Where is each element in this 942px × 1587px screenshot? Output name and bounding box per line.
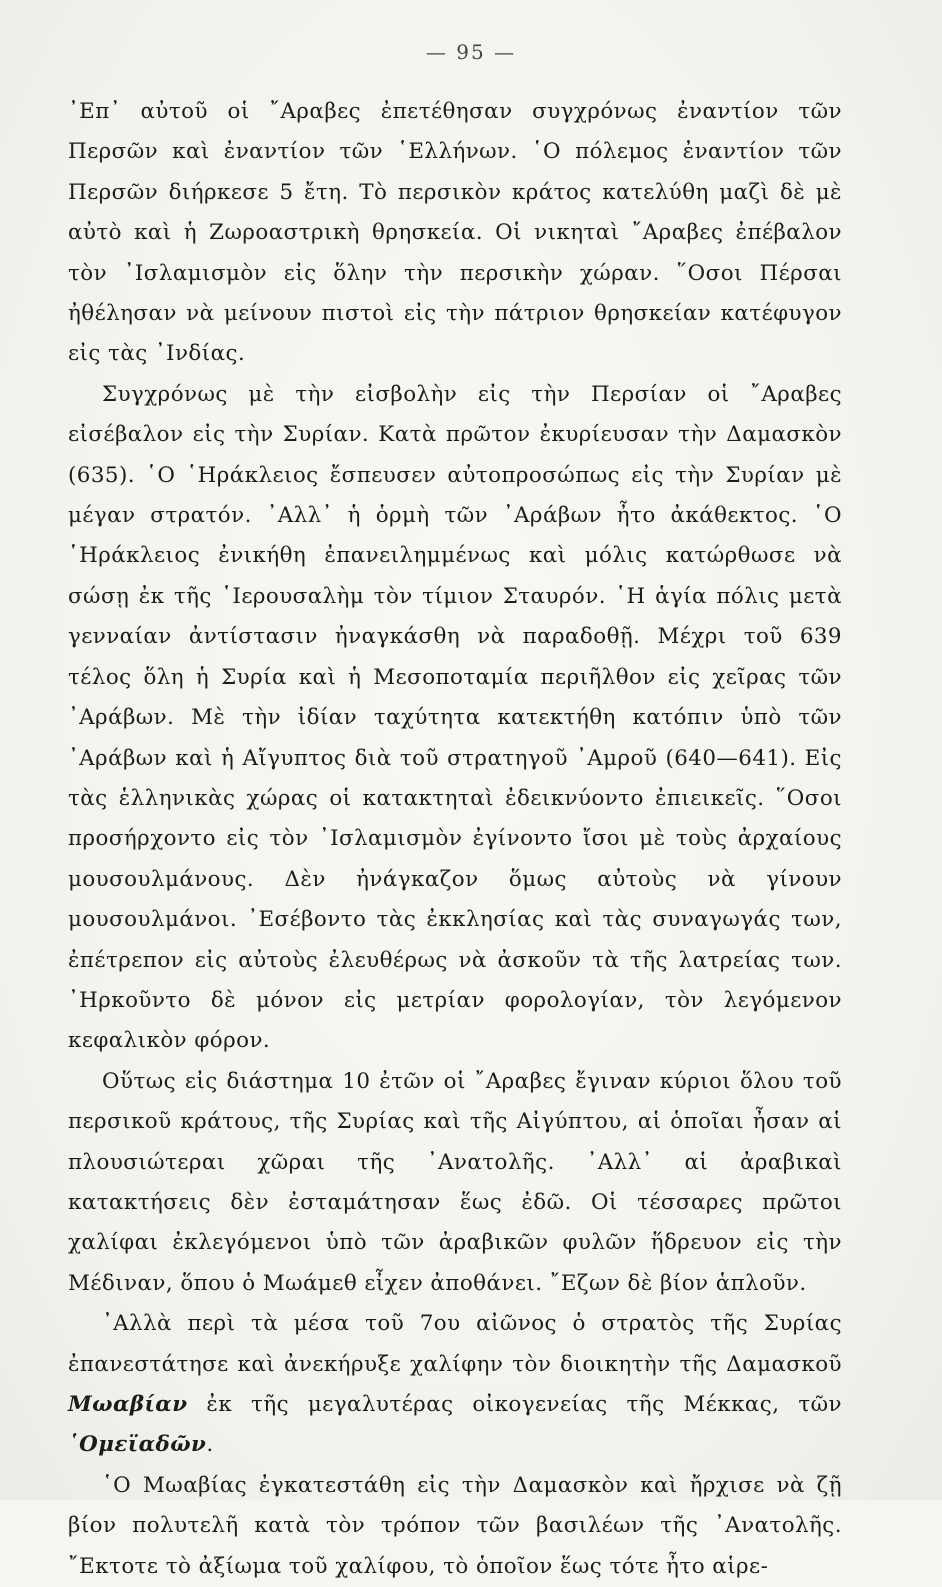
page-number: — 95 — bbox=[425, 40, 517, 64]
body-text bbox=[68, 92, 842, 1587]
paragraph-4-text-a: ᾿Αλλὰ περὶ τὰ μέσα τοῦ 7ου αἰῶνος ὁ στρατὸς τῆς Συρίας ἐπανεστάτησε καὶ ἀνεκήρυξε χαλίφην τὸν διοικητὴν τῆς Δαμασκοῦ bbox=[68, 1311, 842, 1377]
paragraph-4-text-b: ἐκ τῆς μεγαλυτέρας οἰκογενείας τῆς Μέκκας, τῶν bbox=[187, 1392, 842, 1417]
paragraph-1: ᾿Επ᾿ αὐτοῦ οἱ ῎Αραβες ἐπετέθησαν συγχρόνως ἐναντίον τῶν Περσῶν καὶ ἐναντίον τῶν ῾Ελλήνων. ῾Ο πόλεμος ἐναντίον τῶν Περσῶν διήρκεσε 5 ἔτη. Τὸ περσικὸν κράτος κατελύθη μαζὶ δὲ μὲ αὐτὸ καὶ ἡ Ζωροαστρικὴ θρησκεία. Οἱ νικηταὶ ῎Αραβες ἐπέβαλον τὸν ᾿Ισλαμισμὸν εἰς ὅλην τὴν περσικὴν χώραν. ῞Οσοι Πέρσαι ἠθέλησαν νὰ μείνουν πιστοὶ εἰς τὴν πάτριον θρησκείαν κατέφυγον εἰς τὰς ᾿Ινδίας. bbox=[68, 99, 842, 367]
paragraph-3: Οὕτως εἰς διάστημα 10 ἐτῶν οἱ ῎Αραβες ἔγιναν κύριοι ὅλου τοῦ περσικοῦ κράτους, τῆς Συρίας καὶ τῆς Αἰγύπτου, αἱ ὁποῖαι ἦσαν αἱ πλουσιώτεραι χῶραι τῆς ᾿Ανατολῆς. ᾿Αλλ᾿ αἱ ἀραβικαὶ κατακτήσεις δὲν ἐσταμάτησαν ἕως ἐδῶ. Οἱ τέσσαρες πρῶτοι χαλίφαι ἐκλεγόμενοι ὑπὸ τῶν ἀραβικῶν φυλῶν ἥδρευον εἰς τὴν Μέδιναν, ὅπου ὁ Μωάμεθ εἶχεν ἀποθάνει. ῎Εζων δὲ βίον ἁπλοῦν. bbox=[68, 1068, 842, 1296]
name-omeiades: ῾Ομεϊαδῶν bbox=[68, 1432, 207, 1458]
name-moawias: Μωαβίαν bbox=[68, 1392, 188, 1417]
paragraph-4 bbox=[68, 1304, 842, 1466]
paragraph-2: Συγχρόνως μὲ τὴν εἰσβολὴν εἰς τὴν Περσίαν οἱ ῎Αραβες εἰσέβαλον εἰς τὴν Συρίαν. Κατὰ πρῶτον ἐκυρίευσαν τὴν Δαμασκὸν (635). ῾Ο ῾Ηράκλειος ἔσπευσεν αὐτοπροσώπως εἰς τὴν Συρίαν μὲ μέγαν στρατόν. ᾿Αλλ᾿ ἡ ὁρμὴ τῶν ᾿Αράβων ἦτο ἀκάθεκτος. ῾Ο ῾Ηράκλειος ἐνικήθη ἐπανειλημμένως καὶ μόλις κατώρθωσε νὰ σώσῃ ἐκ τῆς ῾Ιερουσαλὴμ τὸν τίμιον Σταυρόν. ῾Η ἁγία πόλις μετὰ γενναίαν ἀντίστασιν ἠναγκάσθη νὰ παραδοθῇ. Μέχρι τοῦ 639 τέλος ὅλη ἡ Συρία καὶ ἡ Μεσοποταμία περιῆλθον εἰς χεῖρας τῶν ᾿Αράβων. Μὲ τὴν ἰδίαν ταχύτητα κατεκτήθη κατόπιν ὑπὸ τῶν ᾿Αράβων καὶ ἡ Αἴγυπτος διὰ τοῦ στρατηγοῦ ᾿Αμροῦ (640—641). Εἰς τὰς ἑλληνικὰς χώρας οἱ κατακτηταὶ ἐδεικνύοντο ἐπιεικεῖς. ῞Οσοι προσήρχοντο εἰς τὸν ᾿Ισλαμισμὸν ἐγίνοντο ἴσοι μὲ τοὺς ἀρχαίους μουσουλμάνους. Δὲν ἠνάγκαζον ὅμως αὐτοὺς νὰ γίνουν μουσουλμάνοι. ᾿Εσέβοντο τὰς ἐκκλησίας καὶ τὰς συναγωγάς των, ἐπέτρεπον εἰς αὐτοὺς ἐλευθέρως νὰ ἀσκοῦν τὰ τῆς λατρείας των. ᾿Ηρκοῦντο δὲ μόνον εἰς μετρίαν φορολογίαν, τὸν λεγόμενον κεφαλικὸν φόρον. bbox=[68, 381, 842, 1054]
paragraph-5: ῾Ο Μωαβίας ἐγκατεστάθη εἰς τὴν Δαμασκὸν καὶ ἤρχισε νὰ ζῇ βίον πολυτελῆ κατὰ τὸν τρόπον τῶν βασιλέων τῆς ᾿Ανατολῆς. ῎Εκτοτε τὸ ἀξίωμα τοῦ χαλίφου, τὸ ὁποῖον ἕως τότε ἦτο αἱρε- bbox=[68, 1472, 842, 1579]
paragraph-4-text-c: . bbox=[206, 1432, 214, 1458]
